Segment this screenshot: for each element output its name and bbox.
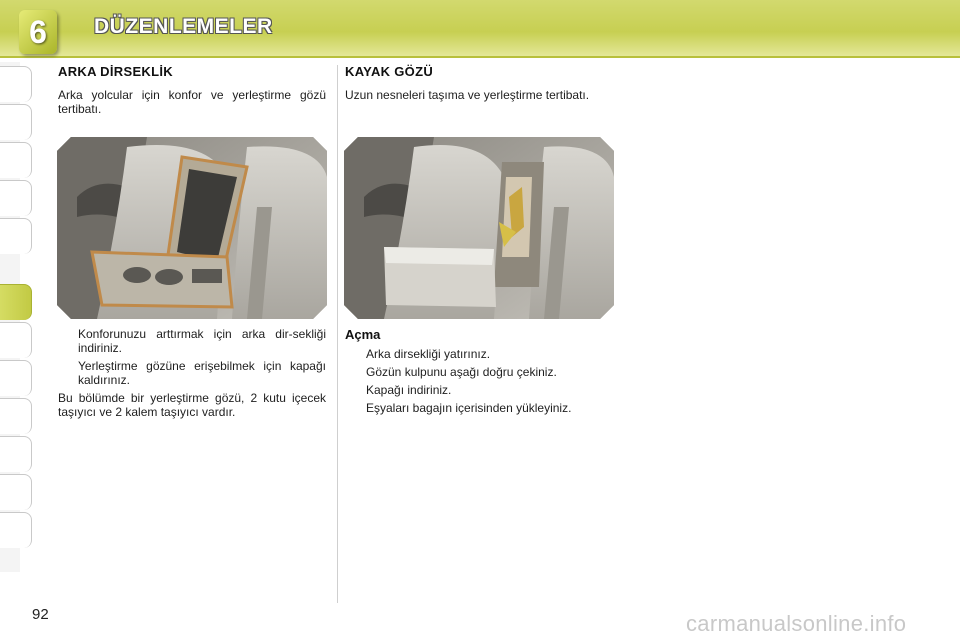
chapter-tab-12[interactable] — [0, 512, 32, 548]
ski-hatch-bullet-3-text: Kapağı indiriniz. — [366, 383, 452, 397]
section-heading-ski-hatch: KAYAK GÖZÜ — [345, 64, 434, 79]
ski-hatch-intro: Uzun nesneleri taşıma ve yerleştirme tertibatı. — [345, 88, 590, 102]
watermark: carmanualsonline.info — [686, 611, 907, 636]
armrest-bullet-1-text: Konforunuzu arttırmak için arka dir-sekliği indiriniz. — [78, 327, 326, 355]
armrest-bullet-2 — [78, 359, 326, 387]
section-heading-armrest: ARKA DİRSEKLİK — [58, 64, 173, 79]
ski-hatch-bullet-1 — [366, 347, 614, 361]
armrest-note: Bu bölümde bir yerleştirme gözü, 2 kutu içecek taşıyıcı ve 2 kalem taşıyıcı vardır. — [58, 391, 326, 419]
ski-hatch-bullet-2 — [366, 365, 614, 379]
chapter-tab-7[interactable] — [0, 322, 32, 358]
opening-subheading: Açma — [345, 327, 381, 342]
ski-hatch-photo — [344, 137, 614, 319]
chapter-tab-9[interactable] — [0, 398, 32, 434]
chapter-tab-1[interactable] — [0, 66, 32, 102]
armrest-photo — [57, 137, 327, 319]
armrest-bullet-1 — [78, 327, 326, 355]
armrest-bullet-2-text: Yerleştirme gözüne erişebilmek için kapağı kaldırınız. — [78, 359, 326, 387]
armrest-intro: Arka yolcular için konfor ve yerleştirme gözü tertibatı. — [58, 88, 326, 116]
chapter-tab-11[interactable] — [0, 474, 32, 510]
column-divider — [337, 65, 338, 603]
chapter-tab-6-active[interactable] — [0, 284, 32, 320]
chapter-tab-2[interactable] — [0, 104, 32, 140]
chapter-tab-8[interactable] — [0, 360, 32, 396]
ski-hatch-bullet-1-text: Arka dirsekliği yatırınız. — [366, 347, 491, 361]
chapter-number-badge: 6 — [19, 10, 57, 54]
ski-hatch-bullet-4 — [366, 401, 614, 415]
ski-hatch-bullet-3 — [366, 383, 614, 397]
chapter-tab-4[interactable] — [0, 180, 32, 216]
ski-hatch-bullet-4-text: Eşyaları bagajın içerisinden yükleyiniz. — [366, 401, 572, 415]
header-rule — [0, 56, 960, 58]
ski-hatch-bullet-2-text: Gözün kulpunu aşağı doğru çekiniz. — [366, 365, 557, 379]
chapter-tab-5[interactable] — [0, 218, 32, 254]
chapter-title: DÜZENLEMELER — [94, 15, 273, 38]
page-number: 92 — [32, 606, 49, 623]
chapter-tab-3[interactable] — [0, 142, 32, 178]
chapter-tab-10[interactable] — [0, 436, 32, 472]
